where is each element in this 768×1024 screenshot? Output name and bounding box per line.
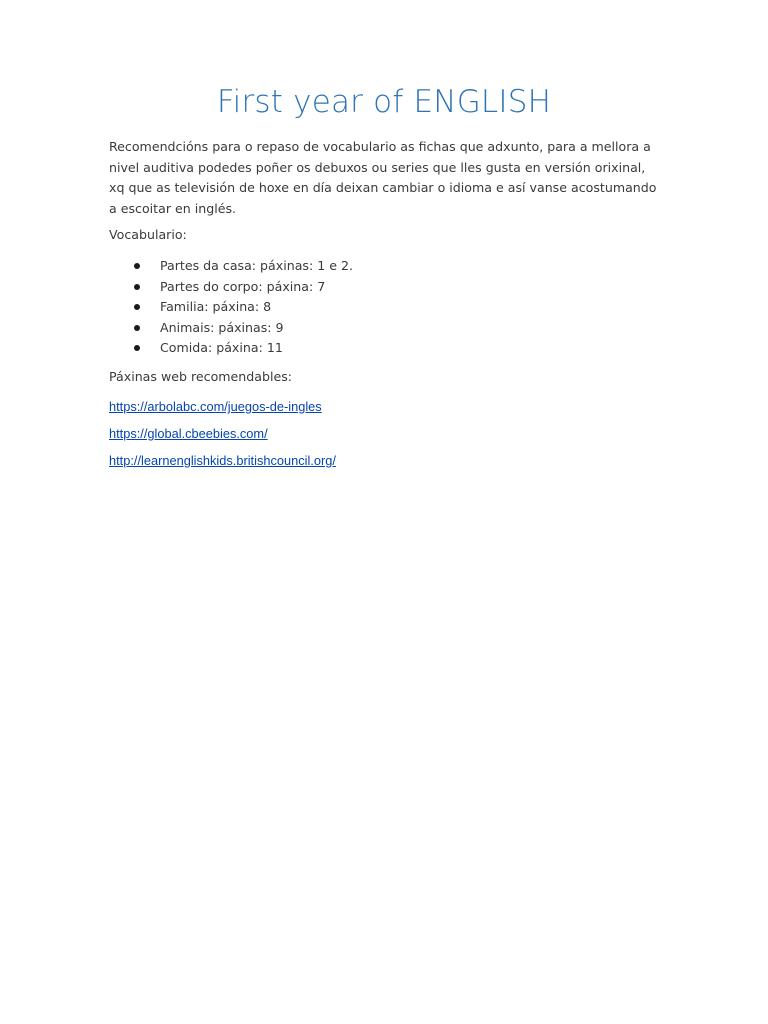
link-learnenglishkids[interactable]: http://learnenglishkids.britishcouncil.org/: [109, 453, 336, 468]
link-cbeebies[interactable]: https://global.cbeebies.com/: [109, 426, 268, 441]
list-item: [130, 297, 353, 318]
list-item-text: Comida: páxina: 11: [160, 340, 283, 356]
list-item: [130, 338, 353, 359]
list-item-text: Partes da casa: páxinas: 1 e 2.: [160, 258, 354, 273]
web-pages-label: Páxinas web recomendables:: [109, 369, 293, 384]
vocabulary-label: Vocabulario:: [109, 227, 187, 242]
vocabulary-list: [130, 256, 353, 359]
intro-paragraph: Recomendcións para o repaso de vocabulario as fichas que adxunto, para a mellora a nivel auditiva podedes poñer os debuxos ou series que lles gusta en versión orixinal, xq que as televisión de hoxe en día deixan cambiar o idioma e así vanse acostumando a escoitar en inglés.: [109, 139, 657, 216]
bullet-icon: [134, 345, 140, 351]
list-item: [130, 277, 353, 298]
bullet-icon: [134, 284, 140, 290]
link-arbolabc[interactable]: https://arbolabc.com/juegos-de-ingles: [109, 399, 322, 414]
list-item-text: Animais: páxinas: 9: [160, 319, 284, 335]
bullet-icon: [134, 263, 140, 269]
document-title: First year of ENGLISH: [216, 84, 552, 120]
list-item-text: Partes do corpo: páxina: 7: [160, 278, 326, 294]
list-item: [130, 256, 353, 277]
bullet-icon: [134, 325, 140, 331]
list-item-text: Familia: páxina: 8: [160, 299, 272, 315]
bullet-icon: [134, 304, 140, 310]
list-item: [130, 318, 353, 339]
